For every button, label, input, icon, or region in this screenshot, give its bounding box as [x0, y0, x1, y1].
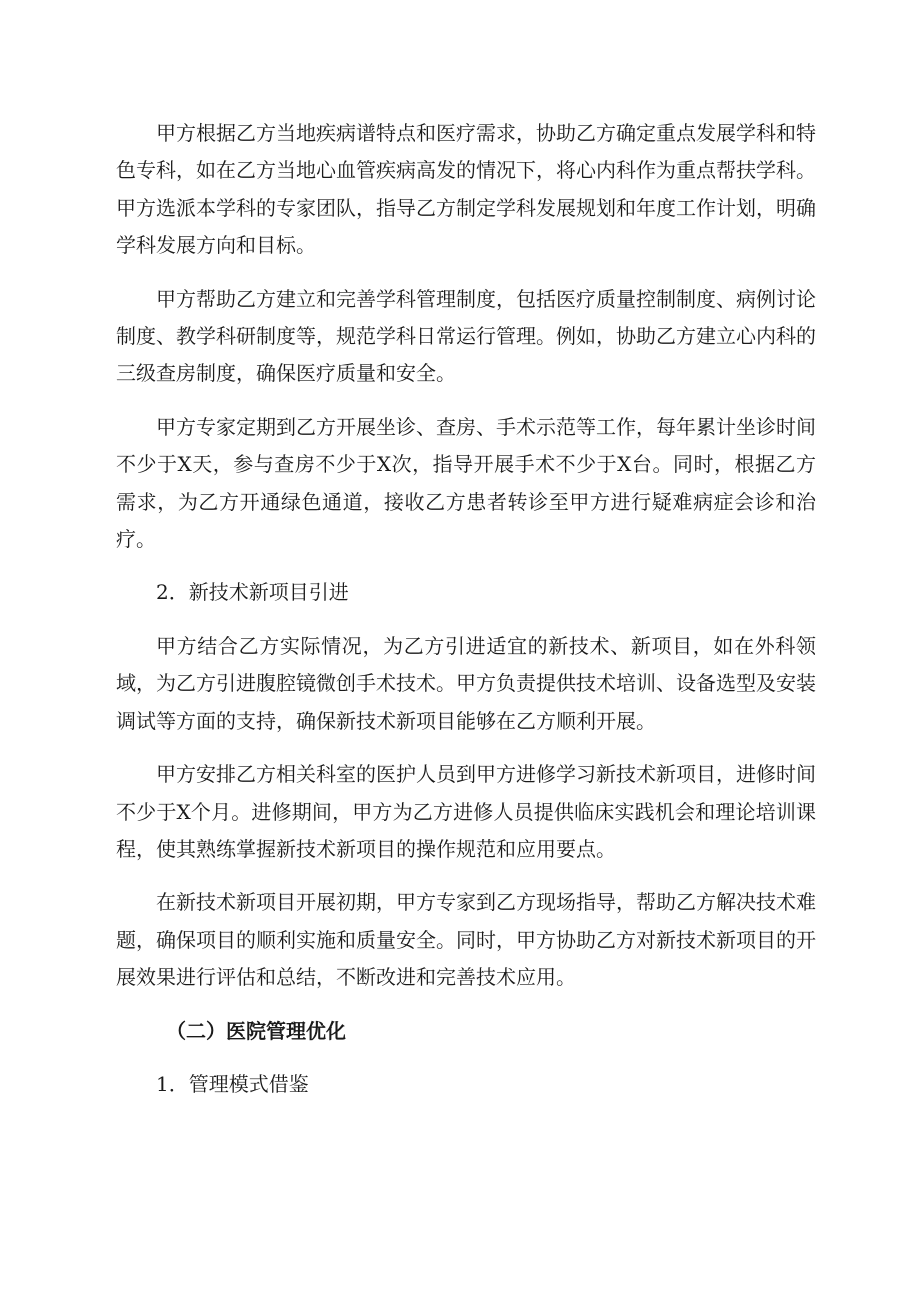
subheading-management-model: 1．管理模式借鉴 — [156, 1071, 309, 1096]
paragraph-expert-visits: 甲方专家定期到乙方开展坐诊、查房、手术示范等工作，每年累计坐诊时间不少于X天，参与查房不少于X次，指导开展手术不少于X台。同时，根据乙方需求，为乙方开通绿色通道，接收乙方患者转诊至甲方进行疑难病症会诊和治疗。 — [116, 414, 816, 552]
paragraph-technology-introduction: 甲方结合乙方实际情况，为乙方引进适宜的新技术、新项目，如在外科领域，为乙方引进腹腔镜微创手术技术。甲方负责提供技术培训、设备选型及安装调试等方面的支持，确保新技术新项目能够在乙方顺利开展。 — [116, 633, 816, 733]
subheading-new-technology: 2．新技术新项目引进 — [156, 580, 349, 605]
section-heading-hospital-management: （二）医院管理优化 — [166, 1018, 346, 1043]
paragraph-management-system: 甲方帮助乙方建立和完善学科管理制度，包括医疗质量控制制度、病例讨论制度、教学科研制度等，规范学科日常运行管理。例如，协助乙方建立心内科的三级查房制度，确保医疗质量和安全。 — [116, 286, 816, 386]
document-body — [116, 115, 816, 1119]
paragraph-staff-training: 甲方安排乙方相关科室的医护人员到甲方进修学习新技术新项目，进修时间不少于X个月。进修期间，甲方为乙方进修人员提供临床实践机会和理论培训课程，使其熟练掌握新技术新项目的操作规范和应用要点。 — [116, 762, 816, 861]
paragraph-discipline-planning: 甲方根据乙方当地疾病谱特点和医疗需求，协助乙方确定重点发展学科和特色专科，如在乙方当地心血管疾病高发的情况下，将心内科作为重点帮扶学科。甲方选派本学科的专家团队，指导乙方制定学科发展规划和年度工作计划，明确学科发展方向和目标。 — [116, 121, 816, 258]
paragraph-onsite-guidance: 在新技术新项目开展初期，甲方专家到乙方现场指导，帮助乙方解决技术难题，确保项目的顺利实施和质量安全。同时，甲方协助乙方对新技术新项目的开展效果进行评估和总结，不断改进和完善技术应用。 — [116, 890, 816, 990]
